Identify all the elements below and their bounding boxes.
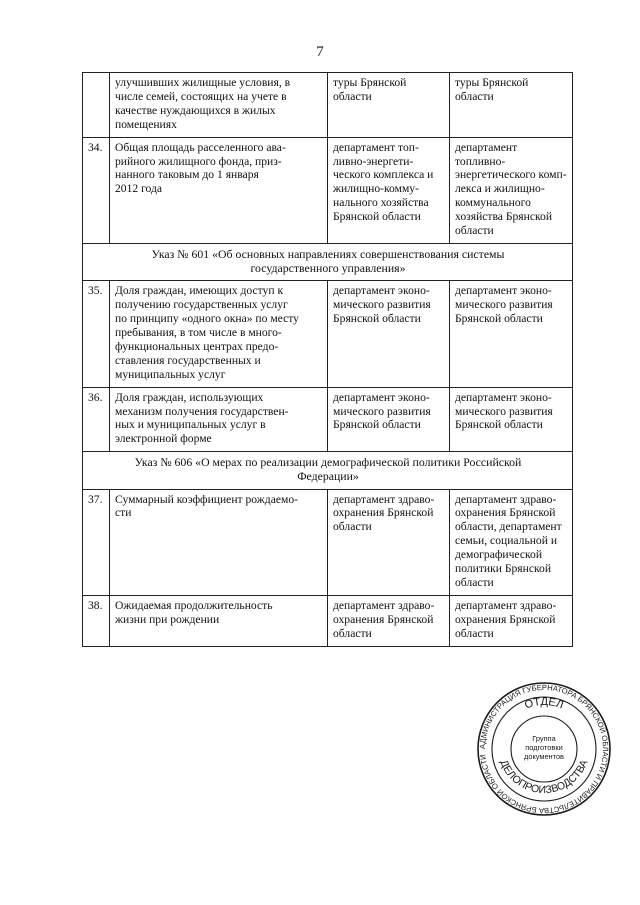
stamp-center-line: Группа [532, 734, 556, 743]
row-number: 35. [83, 281, 110, 387]
table-row [83, 595, 573, 646]
official-stamp [476, 681, 612, 817]
indicator-cell: Ожидаемая продолжительность жизни при рождении [110, 595, 328, 646]
row-number: 34. [83, 137, 110, 243]
table-row [83, 73, 573, 138]
decree-title: Указ № 606 «О мерах по реализации демографической политики Российской Федерации» [83, 452, 573, 489]
coexecutor-department-cell: департамент здраво- охранения Брянской области, департамент семьи, социальной и демографической политики Брянской области [450, 489, 573, 595]
indicator-cell: Общая площадь расселенного ава- рийного жилищного фонда, приз- нанного таковым до 1 января 2012 года [110, 137, 328, 243]
row-number [83, 73, 110, 138]
table-body [83, 73, 573, 647]
stamp-ring-top-text: ОТДЕЛ [523, 695, 565, 712]
indicator-cell: Доля граждан, имеющих доступ к получению государственных услуг по принципу «одного окна» по месту пребывания, в том числе в много- функциональных центрах предо- ставления государственных и муниципальных услуг [110, 281, 328, 387]
decree-title: Указ № 601 «Об основных направлениях совершенствования системы государственного управления» [83, 243, 573, 280]
decree-header-row [83, 243, 573, 280]
decree-header-row [83, 452, 573, 489]
coexecutor-department-cell: департамент эконо- мического развития Брянской области [450, 281, 573, 387]
coexecutor-department-cell: департамент топливно- энергетического комп- лекса и жилищно- коммунального хозяйства Брянской области [450, 137, 573, 243]
indicators-table [82, 72, 573, 647]
responsible-department-cell: департамент топ- ливно-энергети- ческого комплекса и жилищно-комму- нального хозяйства Брянской области [328, 137, 450, 243]
indicator-cell: улучшивших жилищные условия, в числе семей, состоящих на учете в качестве нуждающихся в жилых помещениях [110, 73, 328, 138]
stamp-center-text [524, 734, 564, 761]
responsible-department-cell: департамент здраво- охранения Брянской области [328, 595, 450, 646]
stamp-ring-bottom-text: ДЕЛОПРОИЗВОДСТВА [497, 758, 591, 797]
table-row [83, 137, 573, 243]
responsible-department-cell: департамент эконо- мического развития Брянской области [328, 281, 450, 387]
coexecutor-department-cell: департамент здраво- охранения Брянской области [450, 595, 573, 646]
indicator-cell: Доля граждан, использующих механизм получения государствен- ных и муниципальных услуг в электронной форме [110, 387, 328, 452]
responsible-department-cell: туры Брянской области [328, 73, 450, 138]
stamp-outer-text: АДМИНИСТРАЦИЯ ГУБЕРНАТОРА БРЯНСКОЙ ОБЛАСТИ И ПРАВИТЕЛЬСТВА БРЯНСКОЙ ОБЛАСТИ [477, 682, 611, 816]
coexecutor-department-cell: туры Брянской области [450, 73, 573, 138]
table-row [83, 489, 573, 595]
coexecutor-department-cell: департамент эконо- мического развития Брянской области [450, 387, 573, 452]
stamp-center-line: подготовки [525, 743, 563, 752]
row-number: 36. [83, 387, 110, 452]
table-row [83, 387, 573, 452]
responsible-department-cell: департамент эконо- мического развития Брянской области [328, 387, 450, 452]
row-number: 38. [83, 595, 110, 646]
stamp-center-line: документов [524, 752, 564, 761]
row-number: 37. [83, 489, 110, 595]
table-row [83, 281, 573, 387]
page-number: 7 [316, 44, 324, 60]
responsible-department-cell: департамент здраво- охранения Брянской области [328, 489, 450, 595]
indicator-cell: Суммарный коэффициент рождаемо- сти [110, 489, 328, 595]
